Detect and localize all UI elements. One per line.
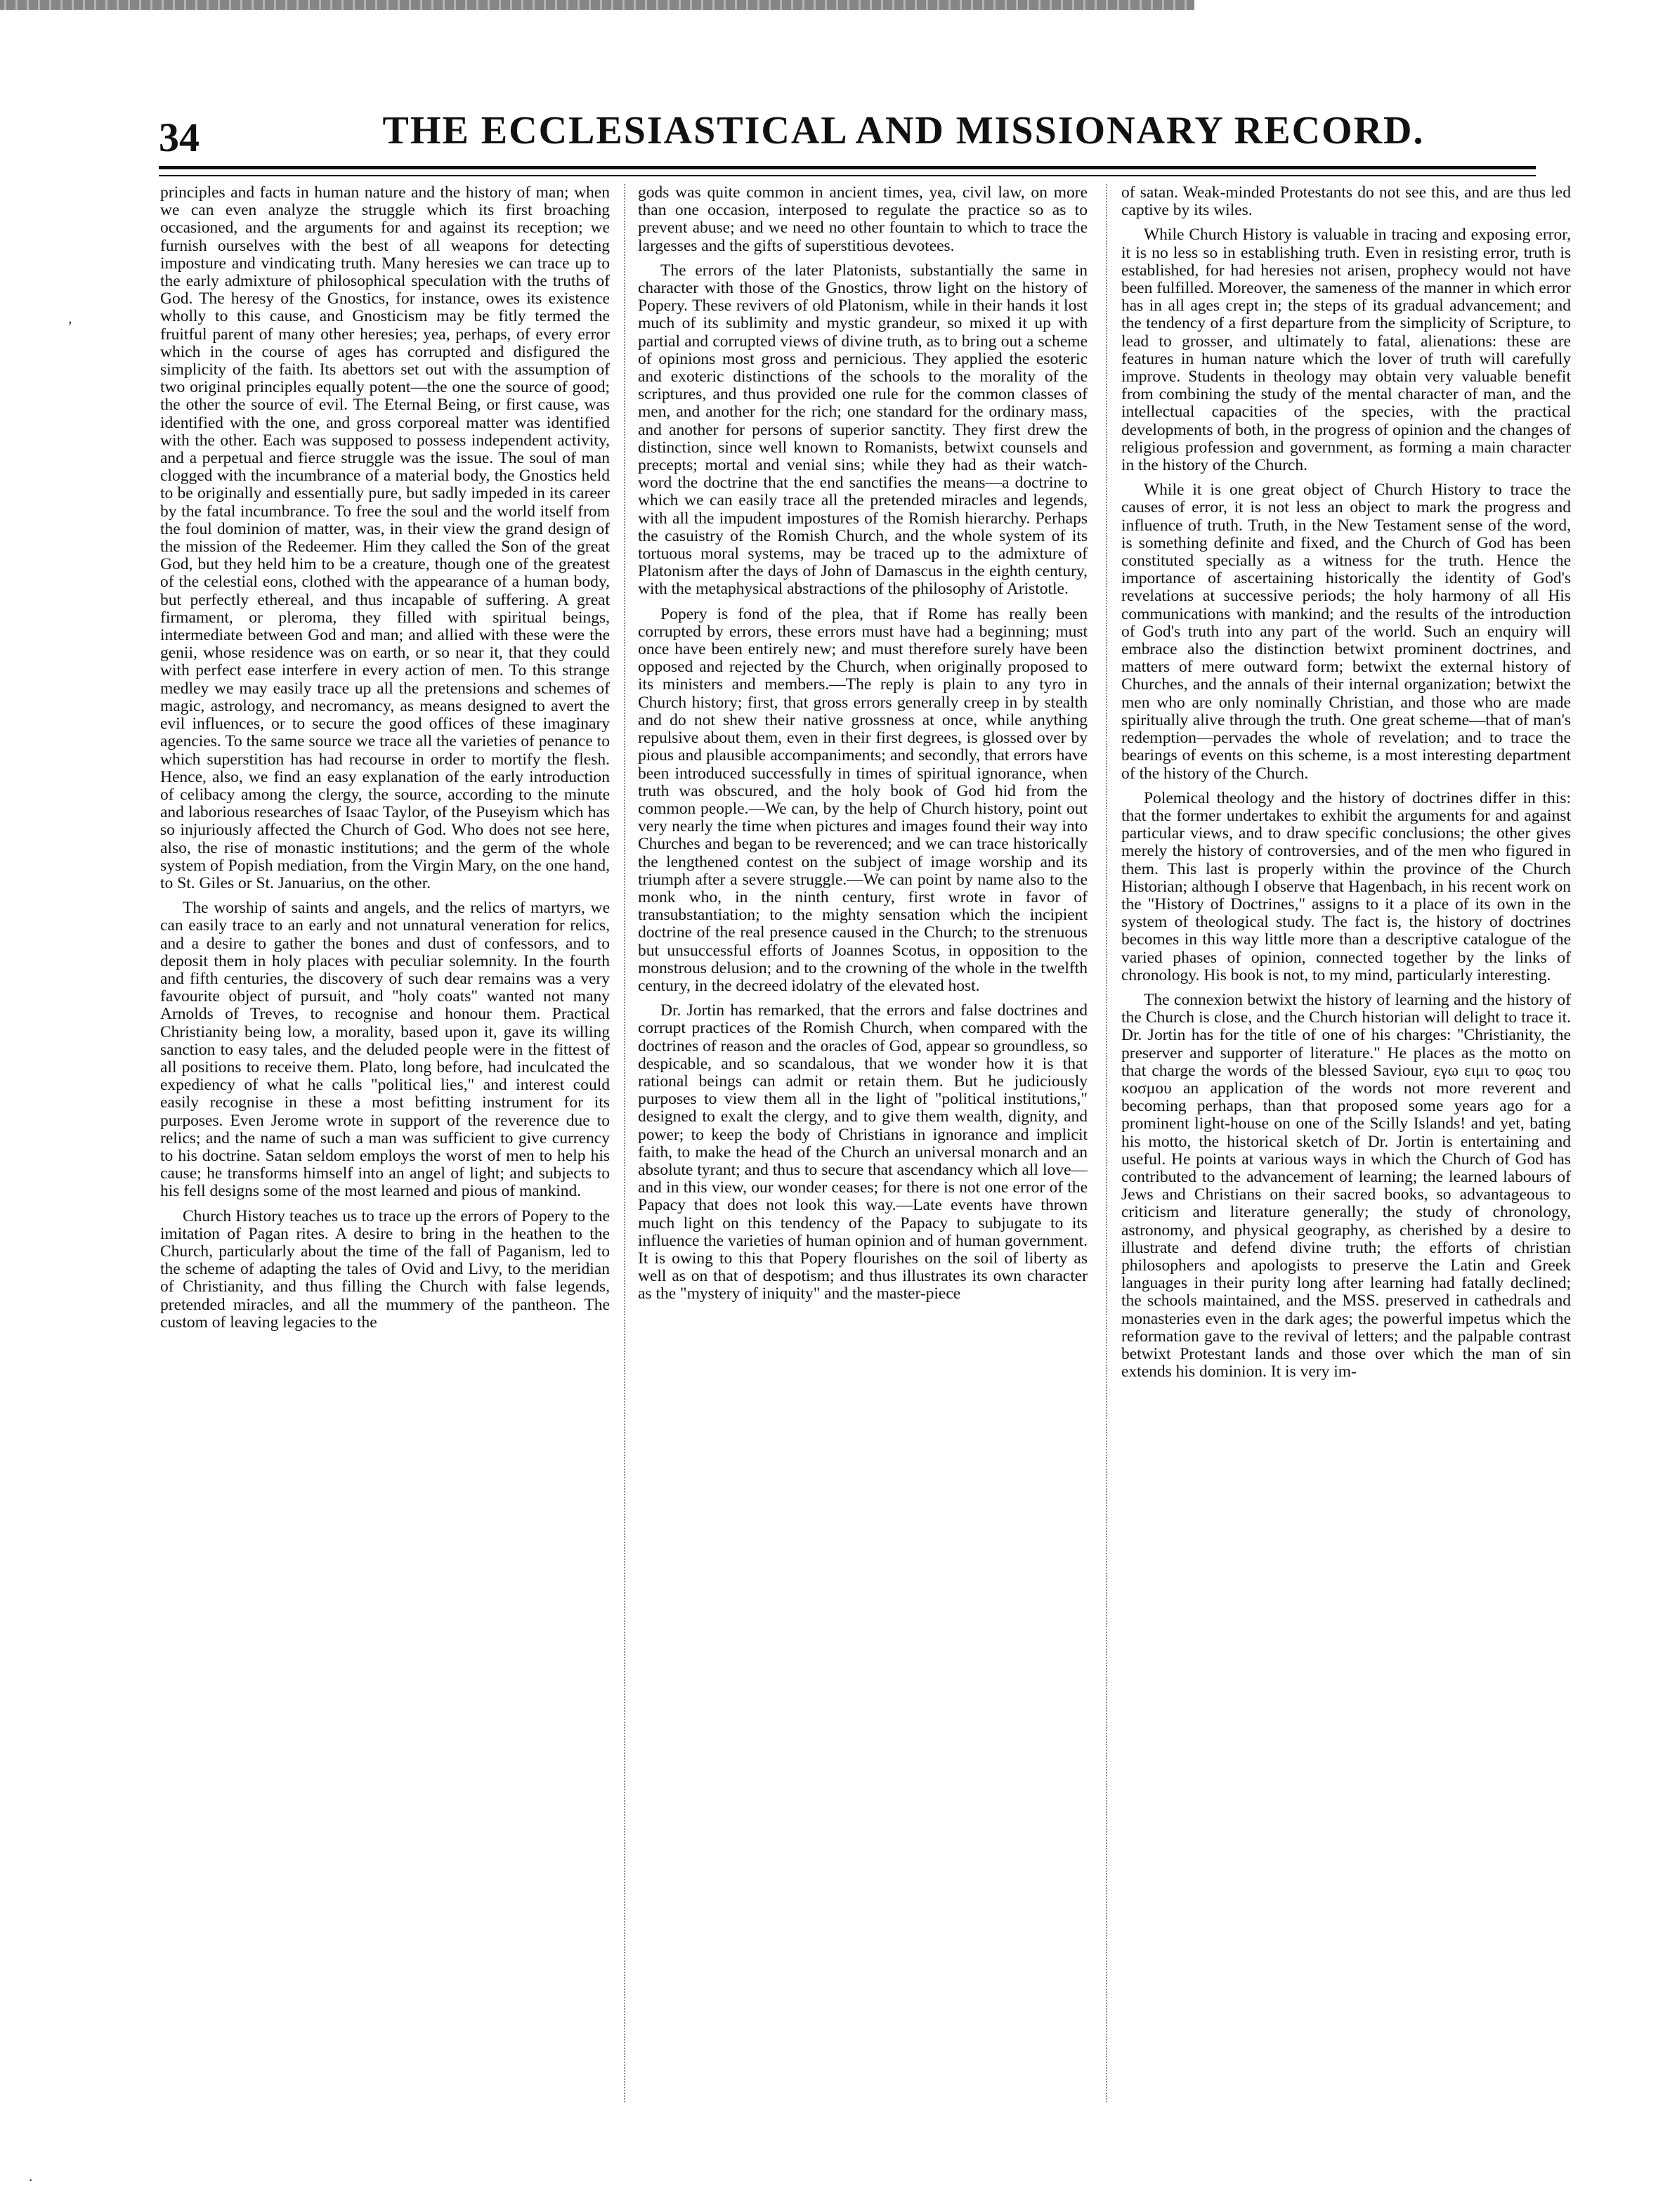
paragraph: principles and facts in human nature and the history of man; when we can even analyze the struggle which its first broaching occasioned, and the arguments for and against its reception; we furnish ourselves with the best of all weapons for detecting imposture and vindicating truth. Many heresies we can trace up to the early admixture of philosophical speculation with the truths of God. The heresy of the Gnostics, for instance, owes its existence wholly to this cause, and Gnosticism may be fitly termed the fruitful parent of many other heresies; yea, perhaps, of every error which in the course of ages has corrupted and disfigured the simplicity of the faith. Its abettors set out with the assumption of two original principles equally potent—the one the source of good; the other the source of evil. The Eternal Being, or first cause, was identified with the one, and gross corporeal matter was identified with the other. Each was supposed to possess independent activity, and a perpetual and fierce struggle was the issue. The soul of man clogged with the incumbrance of a material body, the Gnostics held to be originally and essentially pure, but sadly impeded in its career by the fatal incumbrance. To free the soul and the world itself from the foul dominion of matter, was, in their view the grand design of the mission of the Redeemer. Him they called the Son of the great God, but they held him to be a creature, though one of the greatest of the celestial eons, clothed with the appearance of a human body, but perfectly ethereal, and thus incapable of suffering. A great firmament, or pleroma, they filled with spiritual beings, intermediate between God and man; and allied with these were the genii, whose residence was on earth, or so near it, that they could with perfect ease interfere in every action of men. To this strange medley we may easily trace up all the pretensions and schemes of magic, astrology, and necromancy, as means designed to avert the evil influences, or to secure the good offices of these imaginary agencies. To the same source we trace all the varieties of penance to which superstition has had recourse in order to mortify the flesh. Hence, also, we find an easy explanation of the early introduction of celibacy among the clergy, the source, according to the minute and laborious researches of Isaac Taylor, of the Puseyism which has so injuriously affected the Church of God. Who does not see here, also, the rise of monastic institutions; and the germ of the whole system of Popish mediation, from the Virgin Mary, on the one hand, to St. Giles or St. Januarius, on the other. xyxy=(160,184,610,892)
column-separator xyxy=(1106,184,1107,2102)
paragraph: While it is one great object of Church History to trace the causes of error, it is not less an object to mark the progress and influence of truth. Truth, in the New Testament sense of the word, is something definite and fixed, and the Church of God has been constituted specially as a witness for the truth. Hence the importance of ascertaining historically the identity of God's revelations at successive periods; the holy harmony of all His communications with mankind; and the results of the introduction of God's truth into any part of the world. Such an enquiry will embrace also the distinction betwixt prominent doctrines, and matters of mere outward form; betwixt the external history of Churches, and the annals of their internal organization; betwixt the men who are only nominally Christian, and those who are made spiritually alive through the truth. One great scheme—that of man's redemption—pervades the whole of revelation; and to trace the bearings of events on this scheme, is a most interesting department of the history of the Church. xyxy=(1121,481,1571,783)
running-title: THE ECCLESIASTICAL AND MISSIONARY RECORD. xyxy=(382,109,1425,152)
column-separator xyxy=(624,184,625,2102)
column-2 xyxy=(638,184,1088,2123)
header-rule xyxy=(159,166,1536,176)
margin-speck: · xyxy=(28,2171,34,2189)
page-header xyxy=(159,104,1557,167)
top-edge-rule xyxy=(0,0,1194,10)
paragraph: Church History teaches us to trace up the errors of Popery to the imitation of Pagan rites. A desire to bring in the heathen to the Church, particularly about the time of the fall of Paganism, led to the scheme of adapting the tales of Ovid and Livy, to the meridian of Christianity, and thus filling the Church with false legends, pretended miracles, and all the mummery of the pantheon. The custom of leaving legacies to the xyxy=(160,1206,610,1332)
paragraph: While Church History is valuable in tracing and exposing error, it is no less so in establishing truth. Even in resisting error, truth is established, for had heresies not arisen, prophecy would not have been fulfilled. Moreover, the sameness of the manner in which error has in all ages crept in; the steps of its gradual advancement; and the tendency of a first departure from the simplicity of Scripture, to lead to grosser, and ultimately to fatal, alienations: these are features in human nature which the lover of truth will carefully improve. Students in theology may obtain very valuable benefit from combining the study of the mental character of man, and the intellectual capacities of the species, with the practical developments of both, in the progress of opinion and the changes of religious profession and government, as forming a main character in the history of the Church. xyxy=(1121,226,1571,475)
page-number: 34 xyxy=(159,115,200,160)
column-3 xyxy=(1121,184,1571,2123)
paragraph: The errors of the later Platonists, substantially the same in character with those of the Gnostics, throw light on the history of Popery. These revivers of old Platonism, while in their hands it lost much of its sublimity and mystic grandeur, so mixed it up with partial and corrupted views of divine truth, as to bring out a scheme of opinions most gross and pernicious. They applied the esoteric and exoteric distinctions of the schools to the morality of the scriptures, and thus provided one rule for the common classes of men, and another for the rich; one standard for the ordinary mass, and another for persons of superior sanctity. They first drew the distinction, since well known to Romanists, betwixt counsels and precepts; mortal and venial sins; while they had as their watch-word the doctrine that the end sanctifies the means—a doctrine to which we can easily trace all the pretended miracles and legends, with all the impudent impostures of the Romish hierarchy. Perhaps the casuistry of the Romish Church, and the whole system of its tortuous moral systems, may be traced up to the admixture of Platonism after the days of John of Damascus in the eighth century, with the metaphysical abstractions of the philosophy of Aristotle. xyxy=(638,261,1088,599)
margin-speck: ‚ xyxy=(67,309,73,327)
paragraph: Polemical theology and the history of doctrines differ in this: that the former undertakes to exhibit the arguments for and against particular views, and to draw specific conclusions; the other gives merely the history of controversies, and of the men who figured in them. This last is properly within the province of the Church Historian; although I observe that Hagenbach, in his recent work on the "History of Doctrines," assigns to it a place of its own in the system of theological study. The fact is, the history of doctrines becomes in this way little more than a descriptive catalogue of the varied phases of opinion, connected together by the links of chronology. His book is not, to my mind, particularly interesting. xyxy=(1121,788,1571,984)
paragraph: The worship of saints and angels, and the relics of martyrs, we can easily trace to an early and not unnatural veneration for relics, and a desire to gather the bones and dust of confessors, and to deposit them in holy places with peculiar solemnity. In the fourth and fifth centuries, the discovery of such dear remains was a very favourite object of pursuit, and "holy coats" wanted not many Arnolds of Treves, to recognise and honour them. Practical Christianity being low, a morality, based upon it, gave its willing sanction to easy tales, and the deluded people were in the fittest of all positions to receive them. Plato, long before, had inculcated the expediency of what he calls "political lies," and interest could easily recognise in these a most befitting instrument for its purposes. Even Jerome wrote in support of the reverence due to relics; and the name of such a man was sufficient to give currency to his doctrine. Satan seldom employs the worst of men to help his cause; he transforms himself into an angel of light; and subjects to his fell designs some of the most learned and pious of mankind. xyxy=(160,899,610,1201)
paragraph: of satan. Weak-minded Protestants do not see this, and are thus led captive by its wiles. xyxy=(1121,184,1571,220)
paragraph: Popery is fond of the plea, that if Rome has really been corrupted by errors, these errors must have had a beginning; must once have been entirely new; and must therefore surely have been opposed and rejected by the Church, when originally proposed to its ministers and members.—The reply is plain to any tyro in Church history; first, that gross errors generally creep in by stealth and do not shew their native grossness at once, while anything repulsive about them, even in their first degrees, is glossed over by pious and plausible accompaniments; and secondly, that errors have been introduced successfully in times of spiritual ignorance, when truth was obscured, and the holy book of God hid from the common people.—We can, by the help of Church history, point out very nearly the time when pictures and images found their way into Churches and began to be reverenced; and we can trace historically the lengthened contest on the subject of image worship and its triumph after a severe struggle.—We can point by name also to the monk who, in the ninth century, first wrote in favor of transubstantiation; to the mighty sensation which the incipient doctrine of the real presence caused in the Church; to the strenuous but unsuccessful efforts of Joannes Scotus, in opposition to the monstrous delusion; and to the crowning of the whole in the twelfth century, in the decreed idolatry of the elevated host. xyxy=(638,604,1088,995)
paragraph: The connexion betwixt the history of learning and the history of the Church is close, and the Church historian will delight to trace it. Dr. Jortin has for the title of one of his charges: "Christianity, the preserver and supporter of literature." He places as the motto on that charge the words of the blessed Saviour, εγω ειμι το φως του κοσμου an application of the words not more reverent and becoming perhaps, than that proposed some years ago for a prominent light-house on one of the Scilly Islands! and yet, bating his motto, the historical sketch of Dr. Jortin is entertaining and useful. He points at various ways in which the Church of God has contributed to the advancement of learning; the learned labours of Jews and Christians on their sacred books, so advantageous to criticism and literature generally; the study of chronology, astronomy, and physical geography, as cherished by a desire to illustrate and defend divine truth; the efforts of christian philosophers and apologists to preserve the Latin and Greek languages in their purity long after learning had fatally declined; the schools maintained, and the MSS. preserved in cathedrals and monasteries even in the dark ages; the powerful impetus which the reformation gave to the revival of letters; and the palpable contrast betwixt Protestant lands and those over which the man of sin extends his dominion. It is very im- xyxy=(1121,990,1571,1381)
column-1 xyxy=(160,184,610,2123)
paragraph: gods was quite common in ancient times, yea, civil law, on more than one occasion, interposed to regulate the practice so as to prevent abuse; and we need no other fountain to which to trace the largesses and the gifts of superstitious devotees. xyxy=(638,184,1088,255)
paragraph: Dr. Jortin has remarked, that the errors and false doctrines and corrupt practices of the Romish Church, when compared with the doctrines of reason and the oracles of God, appear so groundless, so despicable, and so scandalous, that we wonder how it is that rational beings can admit or retain them. But he judiciously purposes to view them all in the light of "political institutions," designed to exalt the clergy, and to give them wealth, dignity, and power; to keep the body of Christians in ignorance and implicit faith, to make the head of the Church an universal monarch and an absolute tyrant; and thus to secure that ascendancy which all love—and in this view, our wonder ceases; for there is not one error of the Papacy that does not look this way.—Late events have thrown much light on this tendency of the Papacy to subjugate to its influence the varieties of human opinion and of human government. It is owing to this that Popery flourishes on the soil of liberty as well as on that of despotism; and thus illustrates its own character as the "mystery of iniquity" and the master-piece xyxy=(638,1001,1088,1303)
